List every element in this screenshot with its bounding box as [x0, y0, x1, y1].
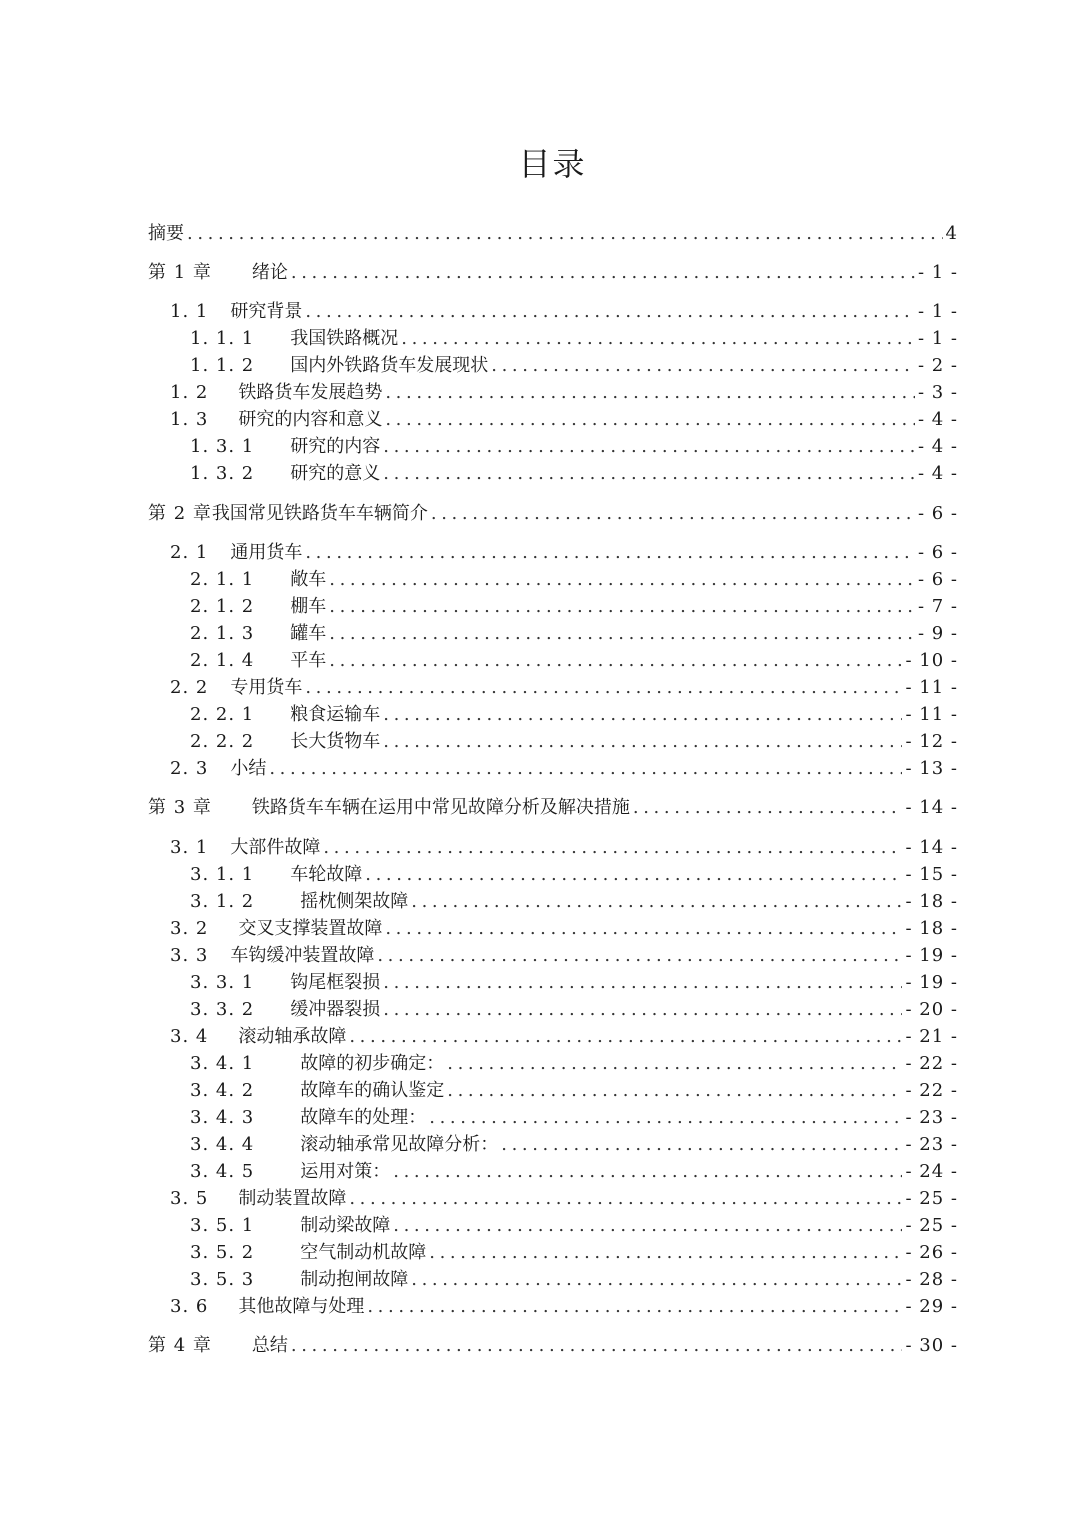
toc-dot-leader: [429, 1239, 902, 1266]
toc-entry[interactable]: [190, 566, 958, 593]
toc-entry-number: 2. 1. 3: [190, 623, 255, 644]
toc-entry[interactable]: [190, 1050, 958, 1077]
toc-entry-label: 交叉支撑装置故障: [238, 918, 383, 939]
toc-entry-label: 专用货车: [230, 677, 303, 698]
toc-entry[interactable]: [170, 1185, 958, 1212]
toc-entry-page: - 20 -: [905, 999, 958, 1020]
toc-entry-label: 滚动轴承故障: [238, 1026, 347, 1047]
toc-dot-leader: [401, 325, 915, 352]
toc-entry[interactable]: [190, 996, 958, 1023]
toc-dot-leader: [383, 701, 902, 728]
toc-dot-leader: [269, 755, 902, 782]
toc-entry-number: 3. 1. 1: [190, 864, 255, 885]
toc-entry-label: 我国铁路概况: [290, 328, 399, 349]
toc-dot-leader: [323, 834, 902, 861]
toc-entry[interactable]: [190, 1212, 958, 1239]
toc-entry-page: - 10 -: [905, 650, 958, 671]
toc-entry-label: 研究背景: [230, 301, 303, 322]
toc-entry-label: 绪论: [251, 262, 288, 283]
toc-entry-label: 总结: [251, 1335, 288, 1356]
toc-entry-page: - 4 -: [917, 463, 958, 484]
toc-entry-label: 长大货物车: [290, 731, 381, 752]
toc-dot-leader: [365, 861, 902, 888]
toc-entry-number: 2. 3: [170, 758, 209, 779]
toc-entry-page: - 6 -: [917, 542, 958, 563]
toc-dot-leader: [383, 996, 902, 1023]
toc-entry[interactable]: [148, 794, 958, 821]
toc-dot-leader: [305, 539, 915, 566]
toc-entry-number: 1. 3. 1: [190, 436, 255, 457]
toc-entry-page: - 30 -: [905, 1335, 958, 1356]
toc-entry-page: - 18 -: [905, 918, 958, 939]
toc-entry[interactable]: [170, 755, 958, 782]
toc-entry[interactable]: [190, 1239, 958, 1266]
toc-dot-leader: [329, 647, 902, 674]
toc-entry-label: 棚车: [290, 596, 327, 617]
toc-dot-leader: [291, 259, 915, 286]
toc-entry[interactable]: [148, 220, 958, 247]
toc-entry-label: 平车: [290, 650, 327, 671]
toc-entry-number: 1. 1: [170, 301, 209, 322]
toc-entry[interactable]: [170, 834, 958, 861]
toc-entry-number: 3. 5. 3: [190, 1269, 255, 1290]
toc-entry[interactable]: [170, 1023, 958, 1050]
toc-dot-leader: [431, 500, 915, 527]
toc-dot-leader: [393, 1158, 902, 1185]
toc-entry[interactable]: [190, 1104, 958, 1131]
toc-entry[interactable]: [170, 379, 958, 406]
toc-entry-label: 运用对策：: [300, 1161, 391, 1182]
toc-entry-page: - 6 -: [917, 503, 958, 524]
toc-entry-number: 3. 3. 2: [190, 999, 255, 1020]
toc-entry-label: 制动梁故障: [300, 1215, 391, 1236]
toc-entry[interactable]: [190, 352, 958, 379]
toc-entry-label: 制动装置故障: [238, 1188, 347, 1209]
toc-entry-page: - 9 -: [917, 623, 958, 644]
toc-entry-label: 研究的意义: [290, 463, 381, 484]
toc-entry-page: - 21 -: [905, 1026, 958, 1047]
toc-entry-page: - 12 -: [905, 731, 958, 752]
toc-entry[interactable]: [170, 1293, 958, 1320]
toc-entry-label: 小结: [230, 758, 267, 779]
toc-entry-label: 故障车的确认鉴定: [300, 1080, 445, 1101]
toc-entry-number: 3. 3. 1: [190, 972, 255, 993]
toc-entry[interactable]: [170, 915, 958, 942]
toc-entry[interactable]: [190, 593, 958, 620]
toc-entry-number: 3. 4. 1: [190, 1053, 255, 1074]
toc-entry-label: 钩尾框裂损: [290, 972, 381, 993]
toc-entry-page: - 19 -: [905, 945, 958, 966]
toc-entry-page: - 2 -: [917, 355, 958, 376]
toc-entry-number: 1. 3. 2: [190, 463, 255, 484]
toc-dot-leader: [329, 566, 915, 593]
toc-entry-number: 3. 2: [170, 918, 209, 939]
toc-entry-label: 我国常见铁路货车车辆简介: [211, 503, 428, 524]
toc-entry-label: 故障的初步确定：: [300, 1053, 445, 1074]
toc-dot-leader: [411, 888, 902, 915]
toc-entry[interactable]: [190, 460, 958, 487]
toc-entry-number: 3. 3: [170, 945, 209, 966]
toc-entry-page: - 22 -: [905, 1053, 958, 1074]
toc-entry[interactable]: [190, 1131, 958, 1158]
toc-entry[interactable]: [170, 674, 958, 701]
toc-entry-page: - 6 -: [917, 569, 958, 590]
toc-entry-label: 粮食运输车: [290, 704, 381, 725]
toc-dot-leader: [305, 298, 915, 325]
page-title: 目录: [518, 145, 587, 183]
toc-entry-number: 1. 1. 1: [190, 328, 255, 349]
toc-entry[interactable]: [148, 500, 958, 527]
toc-dot-leader: [447, 1050, 902, 1077]
toc-entry-page: - 11 -: [905, 704, 958, 725]
toc-entry-label: 滚动轴承常见故障分析：: [300, 1134, 499, 1155]
toc-dot-leader: [187, 220, 943, 247]
toc-entry-page: - 22 -: [905, 1080, 958, 1101]
toc-dot-leader: [291, 1332, 903, 1359]
toc-dot-leader: [501, 1131, 902, 1158]
toc-entry-label: 车钩缓冲装置故障: [230, 945, 375, 966]
toc-entry-number: 第 3 章: [148, 797, 212, 818]
toc-entry-number: 第 4 章: [148, 1335, 212, 1356]
toc-dot-leader: [305, 674, 902, 701]
toc-dot-leader: [491, 352, 915, 379]
toc-entry-page: - 28 -: [905, 1269, 958, 1290]
toc-entry-page: - 23 -: [905, 1107, 958, 1128]
toc-entry-number: 1. 2: [170, 382, 209, 403]
toc-entry-label: 缓冲器裂损: [290, 999, 381, 1020]
toc-entry-page: - 13 -: [905, 758, 958, 779]
toc-entry-number: 3. 4. 5: [190, 1161, 255, 1182]
toc-dot-leader: [383, 969, 902, 996]
toc-dot-leader: [383, 433, 915, 460]
toc-dot-leader: [377, 942, 902, 969]
toc-dot-leader: [329, 593, 915, 620]
toc-dot-leader: [349, 1185, 902, 1212]
toc-entry-number: 3. 4. 4: [190, 1134, 255, 1155]
toc-entry[interactable]: [190, 888, 958, 915]
toc-dot-leader: [447, 1077, 902, 1104]
toc-entry[interactable]: [190, 728, 958, 755]
toc-entry-label: 研究的内容: [290, 436, 381, 457]
toc-entry-number: 2. 2: [170, 677, 209, 698]
toc-entry-number: 2. 1. 2: [190, 596, 255, 617]
toc-entry-label: 大部件故障: [230, 837, 321, 858]
toc-entry-page: - 1 -: [917, 262, 958, 283]
toc-entry-page: - 29 -: [905, 1296, 958, 1317]
toc-dot-leader: [385, 379, 915, 406]
toc-entry-label: 制动抱闸故障: [300, 1269, 409, 1290]
toc-entry-label: 通用货车: [230, 542, 303, 563]
toc-entry-page: - 4 -: [917, 409, 958, 430]
toc-entry-label: 其他故障与处理: [238, 1296, 365, 1317]
toc-entry-page: - 26 -: [905, 1242, 958, 1263]
toc-entry[interactable]: [190, 325, 958, 352]
toc-entry-number: 3. 4. 3: [190, 1107, 255, 1128]
toc-entry-page: - 25 -: [905, 1215, 958, 1236]
toc-dot-leader: [411, 1266, 902, 1293]
toc-entry-number: 第 1 章: [148, 262, 212, 283]
toc-dot-leader: [385, 915, 902, 942]
toc-entry-number: 3. 6: [170, 1296, 209, 1317]
toc-dot-leader: [429, 1104, 902, 1131]
toc-entry[interactable]: [170, 942, 958, 969]
toc-entry[interactable]: [148, 1332, 958, 1359]
toc-dot-leader: [349, 1023, 902, 1050]
toc-entry-label: 研究的内容和意义: [238, 409, 383, 430]
toc-entry-page: - 1 -: [917, 328, 958, 349]
toc-entry-page: - 11 -: [905, 677, 958, 698]
toc-entry[interactable]: [148, 259, 958, 286]
toc-entry-page: - 14 -: [905, 837, 958, 858]
toc-entry-page: - 14 -: [905, 797, 958, 818]
toc-dot-leader: [633, 794, 903, 821]
toc-entry-number: 1. 1. 2: [190, 355, 255, 376]
toc-entry[interactable]: [190, 1077, 958, 1104]
toc-entry-number: 3. 5. 1: [190, 1215, 255, 1236]
toc-entry-page: - 15 -: [905, 864, 958, 885]
toc-entry-number: 2. 1. 1: [190, 569, 255, 590]
toc-entry[interactable]: [190, 1158, 958, 1185]
toc-entry-number: 2. 1: [170, 542, 209, 563]
toc-entry[interactable]: [190, 861, 958, 888]
toc-dot-leader: [385, 406, 915, 433]
toc-entry[interactable]: [170, 298, 958, 325]
toc-entry-label: 摘要: [148, 223, 184, 244]
toc-entry-page: - 19 -: [905, 972, 958, 993]
toc-entry-number: 3. 4. 2: [190, 1080, 255, 1101]
toc-entry[interactable]: [190, 701, 958, 728]
toc-entry-label: 国内外铁路货车发展现状: [290, 355, 489, 376]
toc-dot-leader: [367, 1293, 902, 1320]
toc-entry-label: 铁路货车发展趋势: [238, 382, 383, 403]
toc-entry[interactable]: [190, 1266, 958, 1293]
toc-entry-label: 铁路货车车辆在运用中常见故障分析及解决措施: [251, 797, 630, 818]
toc-entry-number: 1. 3: [170, 409, 209, 430]
toc-entry[interactable]: [190, 433, 958, 460]
toc-entry-number: 2. 2. 2: [190, 731, 255, 752]
toc-entry-number: 3. 5. 2: [190, 1242, 255, 1263]
toc-entry-label: 敞车: [290, 569, 327, 590]
toc-entry-label: 摇枕侧架故障: [300, 891, 409, 912]
toc-entry-number: 2. 2. 1: [190, 704, 255, 725]
toc-entry-page: - 23 -: [905, 1134, 958, 1155]
toc-entry[interactable]: [190, 969, 958, 996]
toc-entry-page: - 24 -: [905, 1161, 958, 1182]
toc-entry[interactable]: [190, 620, 958, 647]
toc-entry-page: - 18 -: [905, 891, 958, 912]
toc-entry-label: 罐车: [290, 623, 327, 644]
toc-dot-leader: [329, 620, 915, 647]
toc-dot-leader: [393, 1212, 902, 1239]
toc-entry-page: - 25 -: [905, 1188, 958, 1209]
toc-entry-number: 3. 4: [170, 1026, 209, 1047]
toc-entry-page: - 4 -: [917, 436, 958, 457]
toc-entry[interactable]: [170, 406, 958, 433]
toc-entry-number: 3. 1. 2: [190, 891, 255, 912]
toc-entry-page: - 7 -: [917, 596, 958, 617]
toc-entry-page: - 1 -: [917, 301, 958, 322]
toc-entry-label: 车轮故障: [290, 864, 363, 885]
toc-entry-label: 空气制动机故障: [300, 1242, 427, 1263]
toc-entry-page: 4: [945, 223, 958, 244]
toc-entry-number: 2. 1. 4: [190, 650, 255, 671]
toc-entry[interactable]: [170, 539, 958, 566]
toc-entry-page: - 3 -: [917, 382, 958, 403]
toc-dot-leader: [383, 460, 915, 487]
toc-dot-leader: [383, 728, 902, 755]
toc-entry-number: 第 2 章: [148, 503, 212, 524]
toc-entry-label: 故障车的处理：: [300, 1107, 427, 1128]
toc-entry[interactable]: [190, 647, 958, 674]
toc-entry-number: 3. 1: [170, 837, 209, 858]
toc-entry-number: 3. 5: [170, 1188, 209, 1209]
